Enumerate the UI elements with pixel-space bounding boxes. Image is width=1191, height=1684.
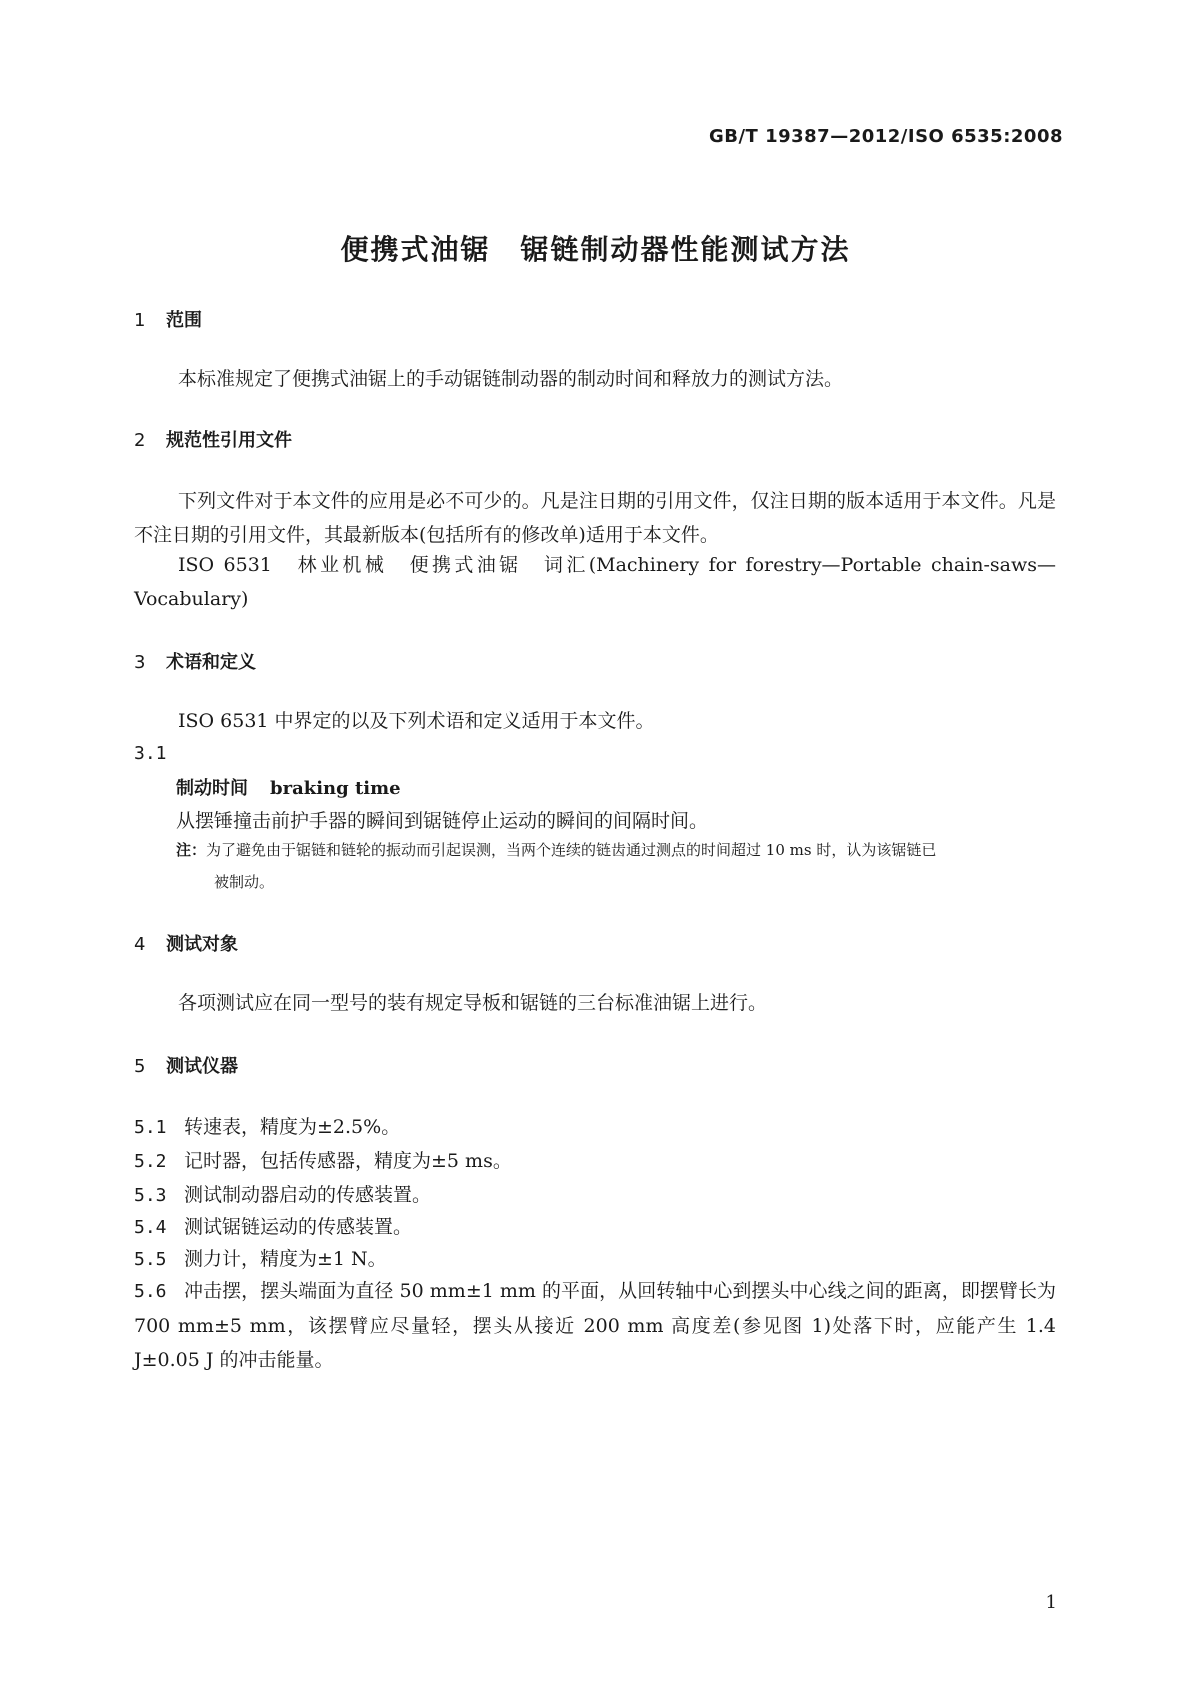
section-number: 1 <box>134 310 146 331</box>
section-title: 范围 <box>166 310 202 331</box>
term-definition: 从摆锤撞击前护手器的瞬间到锯链停止运动的瞬间的间隔时间。 <box>176 810 709 832</box>
note-label: 注： <box>176 841 207 859</box>
section-title: 术语和定义 <box>166 652 256 673</box>
term-english: braking time <box>270 778 401 799</box>
section-5-heading <box>134 1052 238 1078</box>
list-item: 5.3 测试制动器启动的传感装置。 <box>134 1184 432 1206</box>
list-item-5-6 <box>134 1274 1056 1377</box>
term-note <box>176 834 1056 898</box>
item-text: 冲击摆，摆头端面为直径 50 mm±1 mm 的平面，从回转轴中心到摆头中心线之间的距离，即摆臂长为 700 mm±5 mm，该摆臂应尽量轻，摆头从接近 200 mm 高度差(参见图 1)处落下时，应能产生 1.4 J±0.05 J 的冲击能量。 <box>134 1280 1056 1371</box>
list-item: 5.2 记时器，包括传感器，精度为±5 ms。 <box>134 1150 512 1172</box>
section-2-heading <box>134 426 292 452</box>
section-1-text: 本标准规定了便携式油锯上的手动锯链制动器的制动时间和释放力的测试方法。 <box>178 368 844 390</box>
section-number: 2 <box>134 430 146 451</box>
section-title: 测试对象 <box>166 934 238 955</box>
section-3-text: ISO 6531 中界定的以及下列术语和定义适用于本文件。 <box>178 710 655 732</box>
section-title: 测试仪器 <box>166 1056 238 1077</box>
section-3-heading <box>134 648 256 674</box>
page-number: 1 <box>1045 1592 1057 1613</box>
section-title: 规范性引用文件 <box>166 430 292 451</box>
section-number: 5 <box>134 1056 146 1077</box>
note-text-line1: 为了避免由于锯链和链轮的振动而引起误测，当两个连续的链齿通过测点的时间超过 10 ms 时，认为该锯链已 <box>206 841 937 859</box>
section-4-text: 各项测试应在同一型号的装有规定导板和锯链的三台标准油锯上进行。 <box>178 992 768 1014</box>
section-1-heading <box>134 306 202 332</box>
list-item: 5.5 测力计，精度为±1 N。 <box>134 1248 387 1270</box>
standard-number: GB/T 19387—2012/ISO 6535:2008 <box>708 126 1063 147</box>
section-number: 4 <box>134 934 146 955</box>
subclause-number: 3.1 <box>134 743 167 764</box>
term-chinese: 制动时间 <box>176 778 248 799</box>
section-number: 3 <box>134 652 146 673</box>
note-text-line2: 被制动。 <box>214 873 275 891</box>
list-item: 5.4 测试锯链运动的传感装置。 <box>134 1216 413 1238</box>
list-item: 5.1 转速表，精度为±2.5%。 <box>134 1116 401 1138</box>
section-2-text: 下列文件对于本文件的应用是必不可少的。凡是注日期的引用文件，仅注日期的版本适用于本文件。凡是不注日期的引用文件，其最新版本(包括所有的修改单)适用于本文件。 <box>134 490 1056 546</box>
section-4-heading <box>134 930 238 956</box>
document-title: 便携式油锯 锯链制动器性能测试方法 <box>340 233 851 266</box>
normative-reference: ISO 6531 林业机械 便携式油锯 词汇(Machinery for forestry—Portable chain-saws—Vocabulary) <box>134 554 1056 610</box>
item-number: 5.6 <box>134 1281 167 1302</box>
term-entry <box>176 774 401 800</box>
